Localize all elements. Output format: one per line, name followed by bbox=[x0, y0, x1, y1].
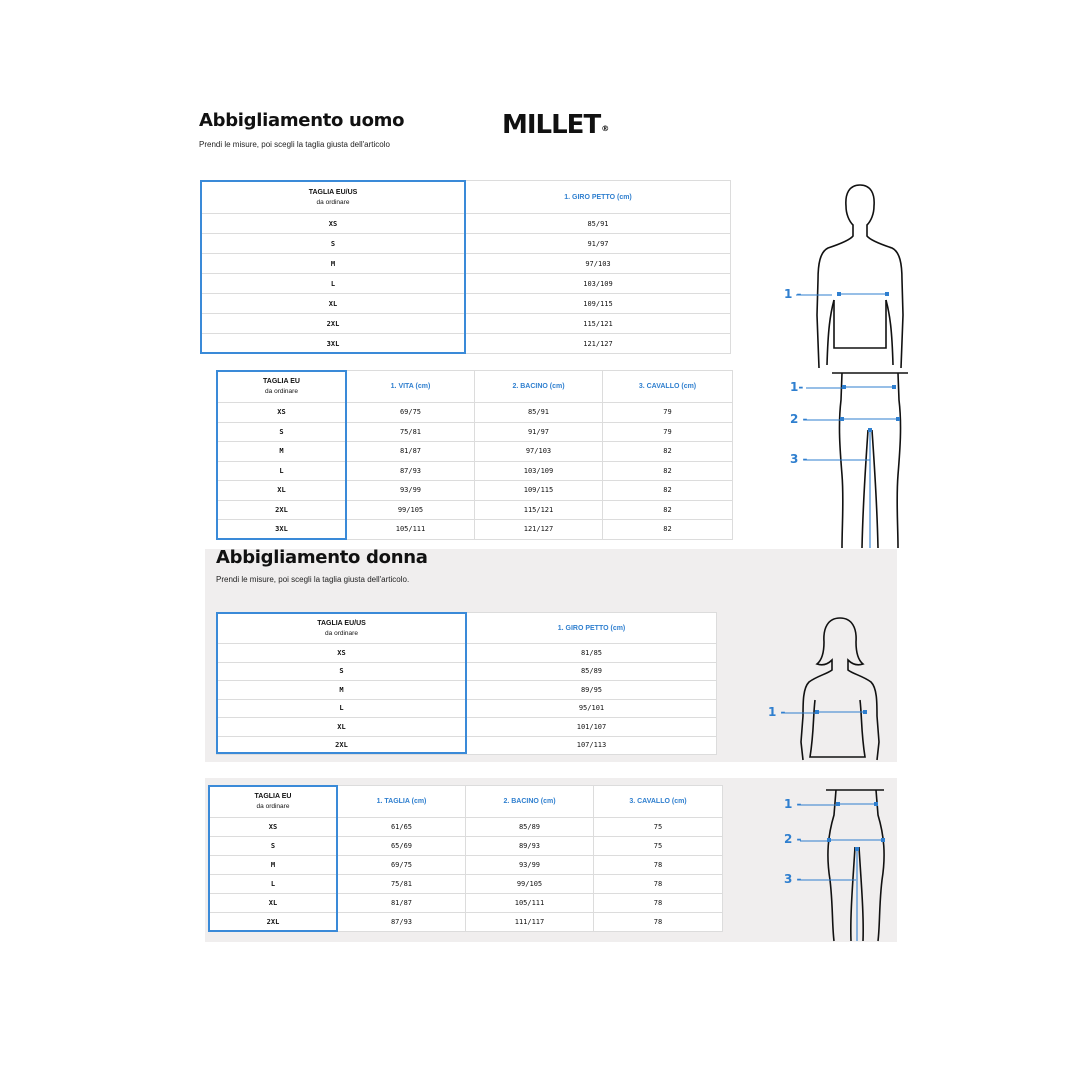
value-cell: 78 bbox=[594, 875, 723, 894]
measure-marker-2: 2 - bbox=[790, 412, 808, 426]
value-cell: 75 bbox=[594, 818, 723, 837]
value-cell: 81/85 bbox=[467, 644, 717, 663]
value-cell: 115/121 bbox=[466, 314, 731, 334]
value-cell: 99/105 bbox=[347, 500, 475, 520]
value-cell: 111/117 bbox=[466, 913, 594, 932]
value-cell: 105/111 bbox=[347, 520, 475, 540]
size-cell: 2XL bbox=[217, 736, 467, 755]
table-row bbox=[217, 718, 717, 737]
women-legs-figure bbox=[820, 785, 892, 943]
size-cell: XL bbox=[209, 894, 338, 913]
value-cell: 121/127 bbox=[466, 334, 731, 354]
value-cell: 85/91 bbox=[466, 214, 731, 234]
marker-line bbox=[781, 712, 817, 714]
value-cell: 82 bbox=[603, 481, 733, 501]
size-cell: 2XL bbox=[217, 500, 347, 520]
men-torso-figure bbox=[810, 180, 910, 370]
table-row bbox=[209, 818, 723, 837]
women-bottom-size-table bbox=[208, 785, 723, 932]
size-cell: S bbox=[217, 662, 467, 681]
table-row bbox=[201, 294, 731, 314]
size-cell: M bbox=[217, 681, 467, 700]
value-cell: 115/121 bbox=[475, 500, 603, 520]
value-cell: 109/115 bbox=[475, 481, 603, 501]
size-cell: XS bbox=[201, 214, 466, 234]
value-cell: 97/103 bbox=[475, 442, 603, 462]
measure-marker-1: 1 - bbox=[784, 287, 802, 301]
table-row bbox=[201, 214, 731, 234]
marker-line bbox=[806, 459, 870, 461]
size-cell: L bbox=[217, 699, 467, 718]
value-cell: 78 bbox=[594, 894, 723, 913]
marker-line bbox=[806, 387, 842, 389]
millet-logo: MILLET® bbox=[502, 110, 609, 140]
size-cell: XS bbox=[217, 644, 467, 663]
value-cell: 101/107 bbox=[467, 718, 717, 737]
size-cell: L bbox=[217, 461, 347, 481]
men-subtitle: Prendi le misure, poi scegli la taglia giusta dell'articolo bbox=[199, 140, 390, 149]
men-title: Abbigliamento uomo bbox=[199, 110, 405, 131]
value-cell: 87/93 bbox=[347, 461, 475, 481]
measure-marker-1: 1 - bbox=[784, 797, 802, 811]
value-cell: 109/115 bbox=[466, 294, 731, 314]
size-cell: L bbox=[209, 875, 338, 894]
table-row bbox=[209, 856, 723, 875]
header-chest: 1. GIRO PETTO (cm) bbox=[466, 181, 731, 214]
table-row bbox=[201, 314, 731, 334]
value-cell: 97/103 bbox=[466, 254, 731, 274]
table-row bbox=[201, 334, 731, 354]
value-cell: 75 bbox=[594, 837, 723, 856]
header-hips: 2. BACINO (cm) bbox=[466, 786, 594, 818]
value-cell: 75/81 bbox=[338, 875, 466, 894]
women-top-size-table bbox=[216, 612, 717, 755]
value-cell: 99/105 bbox=[466, 875, 594, 894]
measure-marker-3: 3 - bbox=[790, 452, 808, 466]
table-row bbox=[217, 662, 717, 681]
size-cell: 3XL bbox=[217, 520, 347, 540]
value-cell: 93/99 bbox=[466, 856, 594, 875]
size-cell: 3XL bbox=[201, 334, 466, 354]
value-cell: 81/87 bbox=[347, 442, 475, 462]
size-cell: XS bbox=[217, 403, 347, 423]
size-cell: XL bbox=[217, 481, 347, 501]
value-cell: 82 bbox=[603, 461, 733, 481]
value-cell: 91/97 bbox=[475, 422, 603, 442]
value-cell: 87/93 bbox=[338, 913, 466, 932]
table-row bbox=[217, 403, 733, 423]
value-cell: 69/75 bbox=[347, 403, 475, 423]
marker-line bbox=[796, 294, 832, 296]
header-hips: 2. BACINO (cm) bbox=[475, 371, 603, 403]
size-cell: M bbox=[209, 856, 338, 875]
value-cell: 81/87 bbox=[338, 894, 466, 913]
table-row bbox=[217, 681, 717, 700]
table-row bbox=[201, 254, 731, 274]
table-row bbox=[217, 481, 733, 501]
value-cell: 103/109 bbox=[466, 274, 731, 294]
measure-marker-2: 2 - bbox=[784, 832, 802, 846]
table-row bbox=[217, 442, 733, 462]
value-cell: 105/111 bbox=[466, 894, 594, 913]
marker-line bbox=[800, 804, 836, 806]
measure-marker-1: 1- bbox=[790, 380, 804, 394]
table-row bbox=[217, 500, 733, 520]
table-row bbox=[217, 736, 717, 755]
value-cell: 85/91 bbox=[475, 403, 603, 423]
size-cell: S bbox=[209, 837, 338, 856]
value-cell: 82 bbox=[603, 442, 733, 462]
value-cell: 93/99 bbox=[347, 481, 475, 501]
men-bottom-size-table bbox=[216, 370, 733, 540]
table-row bbox=[209, 894, 723, 913]
header-inseam: 3. CAVALLO (cm) bbox=[603, 371, 733, 403]
marker-line bbox=[800, 840, 828, 842]
header-size: TAGLIA EU/US da ordinare bbox=[201, 181, 466, 214]
table-row bbox=[209, 837, 723, 856]
women-subtitle: Prendi le misure, poi scegli la taglia giusta dell'articolo. bbox=[216, 575, 410, 584]
size-cell: XL bbox=[217, 718, 467, 737]
value-cell: 91/97 bbox=[466, 234, 731, 254]
table-row bbox=[201, 234, 731, 254]
table-row bbox=[209, 875, 723, 894]
header-waist: 1. VITA (cm) bbox=[347, 371, 475, 403]
value-cell: 89/95 bbox=[467, 681, 717, 700]
value-cell: 79 bbox=[603, 403, 733, 423]
size-cell: 2XL bbox=[209, 913, 338, 932]
value-cell: 75/81 bbox=[347, 422, 475, 442]
header-waist: 1. TAGLIA (cm) bbox=[338, 786, 466, 818]
men-top-size-table bbox=[200, 180, 731, 354]
women-torso-figure bbox=[795, 612, 885, 764]
measure-marker-1: 1 - bbox=[768, 705, 786, 719]
size-cell: M bbox=[201, 254, 466, 274]
value-cell: 61/65 bbox=[338, 818, 466, 837]
table-row bbox=[201, 274, 731, 294]
size-cell: M bbox=[217, 442, 347, 462]
value-cell: 65/69 bbox=[338, 837, 466, 856]
table-row bbox=[217, 520, 733, 540]
value-cell: 69/75 bbox=[338, 856, 466, 875]
size-cell: 2XL bbox=[201, 314, 466, 334]
value-cell: 103/109 bbox=[475, 461, 603, 481]
size-cell: S bbox=[201, 234, 466, 254]
size-cell: XS bbox=[209, 818, 338, 837]
size-cell: L bbox=[201, 274, 466, 294]
measure-marker-3: 3 - bbox=[784, 872, 802, 886]
value-cell: 121/127 bbox=[475, 520, 603, 540]
value-cell: 85/89 bbox=[466, 818, 594, 837]
value-cell: 82 bbox=[603, 520, 733, 540]
size-cell: S bbox=[217, 422, 347, 442]
table-row bbox=[217, 699, 717, 718]
table-row bbox=[209, 913, 723, 932]
table-row bbox=[217, 461, 733, 481]
size-cell: XL bbox=[201, 294, 466, 314]
table-row bbox=[217, 644, 717, 663]
value-cell: 82 bbox=[603, 500, 733, 520]
header-size: TAGLIA EU da ordinare bbox=[209, 786, 338, 818]
value-cell: 78 bbox=[594, 913, 723, 932]
women-title: Abbigliamento donna bbox=[216, 547, 428, 568]
header-size: TAGLIA EU/US da ordinare bbox=[217, 613, 467, 644]
header-size: TAGLIA EU da ordinare bbox=[217, 371, 347, 403]
header-inseam: 3. CAVALLO (cm) bbox=[594, 786, 723, 818]
value-cell: 95/101 bbox=[467, 699, 717, 718]
marker-line bbox=[806, 419, 842, 421]
value-cell: 79 bbox=[603, 422, 733, 442]
value-cell: 85/89 bbox=[467, 662, 717, 681]
marker-line bbox=[800, 879, 856, 881]
value-cell: 89/93 bbox=[466, 837, 594, 856]
value-cell: 107/113 bbox=[467, 736, 717, 755]
header-chest: 1. GIRO PETTO (cm) bbox=[467, 613, 717, 644]
value-cell: 78 bbox=[594, 856, 723, 875]
table-row bbox=[217, 422, 733, 442]
